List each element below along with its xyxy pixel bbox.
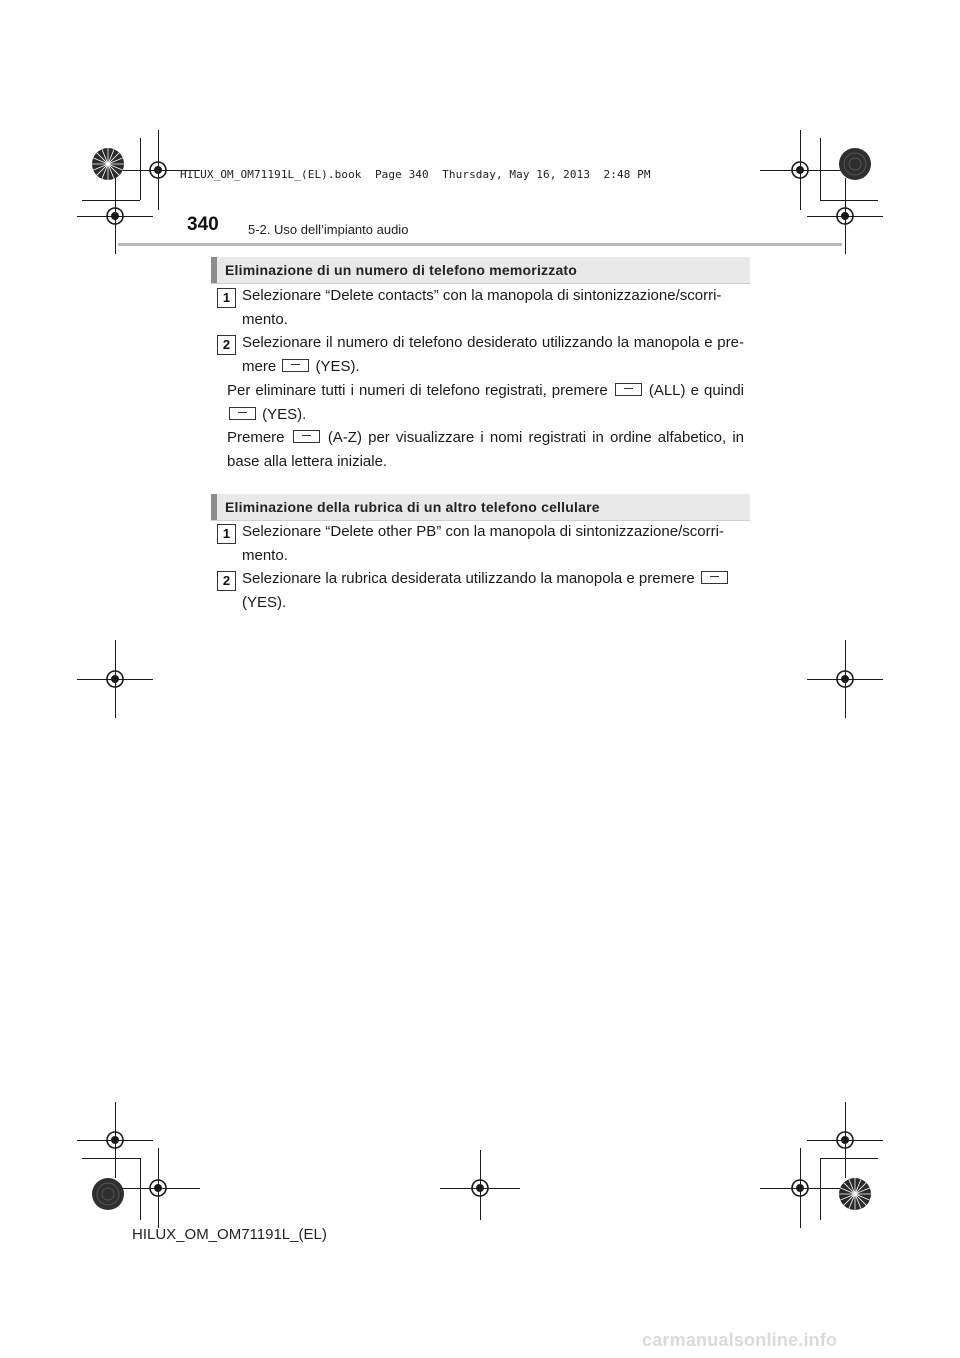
step-text-after: (YES). (315, 358, 360, 375)
registration-mark-icon (101, 202, 129, 230)
crop-line (140, 1158, 141, 1220)
section-title: Eliminazione di un numero di telefono memorizzato (225, 262, 578, 278)
footer-code: HILUX_OM_OM71191L_(EL) (132, 1226, 327, 1243)
button-icon (282, 359, 309, 372)
section-accent (211, 494, 217, 520)
registration-mark-icon (466, 1174, 494, 1202)
note-text (227, 379, 744, 427)
step-line: mento. (242, 311, 288, 328)
step-number: 2 (217, 335, 236, 355)
registration-mark-icon (786, 1174, 814, 1202)
step-text (242, 567, 744, 615)
crop-line (820, 138, 821, 200)
crop-line (82, 200, 140, 201)
step-line: Selezionare “Delete other PB” con la manopola di sintonizzazione/scorri- (242, 523, 724, 540)
crop-line (140, 138, 141, 200)
step-line: mento. (242, 547, 288, 564)
note-text-mid: (ALL) e quindi (648, 382, 745, 399)
registration-mark-icon (831, 665, 859, 693)
step-number: 1 (217, 524, 236, 544)
button-icon (701, 571, 728, 584)
running-head: 5-2. Uso dell’impianto audio (248, 222, 409, 237)
star-target-icon (837, 1176, 873, 1212)
note-text-after: (YES). (262, 406, 307, 423)
round-target-icon (837, 146, 873, 182)
header-rule (118, 243, 842, 246)
watermark: carmanualsonline.info (642, 1330, 838, 1350)
crop-line (820, 1158, 878, 1159)
print-slug: HILUX_OM_OM71191L_(EL).book Page 340 Thursday, May 16, 2013 2:48 PM (180, 168, 651, 181)
registration-mark-icon (144, 156, 172, 184)
button-icon (229, 407, 256, 420)
section-heading (211, 494, 750, 521)
step-number: 1 (217, 288, 236, 308)
step-text (242, 331, 744, 379)
section-title: Eliminazione della rubrica di un altro telefono cellulare (225, 499, 600, 515)
section-accent (211, 257, 217, 283)
crop-line (82, 1158, 140, 1159)
registration-mark-icon (144, 1174, 172, 1202)
crop-line (820, 1158, 821, 1220)
step-line: Selezionare “Delete contacts” con la manopola di sintonizzazione/scorri- (242, 287, 722, 304)
round-target-icon (90, 1176, 126, 1212)
crop-line (820, 200, 878, 201)
registration-mark-icon (101, 1126, 129, 1154)
step-text-before: Selezionare la rubrica desiderata utilizzando la manopola e premere (242, 570, 695, 587)
registration-mark-icon (831, 1126, 859, 1154)
registration-mark-icon (101, 665, 129, 693)
step-text-before: Selezionare il numero di telefono desiderato utilizzando la manopola e pre- mere (242, 334, 744, 375)
button-icon (615, 383, 642, 396)
star-target-icon (90, 146, 126, 182)
note-text-after: (A-Z) per visualizzare i nomi registrati in ordine alfabetico, in base alla lettera iniziale. (227, 429, 744, 470)
step-text (242, 520, 744, 568)
note-text-before: Per eliminare tutti i numeri di telefono registrati, premere (227, 382, 608, 399)
registration-mark-icon (786, 156, 814, 184)
section-heading (211, 257, 750, 284)
page-number: 340 (187, 214, 219, 235)
button-icon (293, 430, 320, 443)
step-text (242, 284, 744, 332)
note-text (227, 426, 744, 474)
registration-mark-icon (831, 202, 859, 230)
note-text-before: Premere (227, 429, 285, 446)
step-text-after: (YES). (242, 594, 287, 611)
step-number: 2 (217, 571, 236, 591)
